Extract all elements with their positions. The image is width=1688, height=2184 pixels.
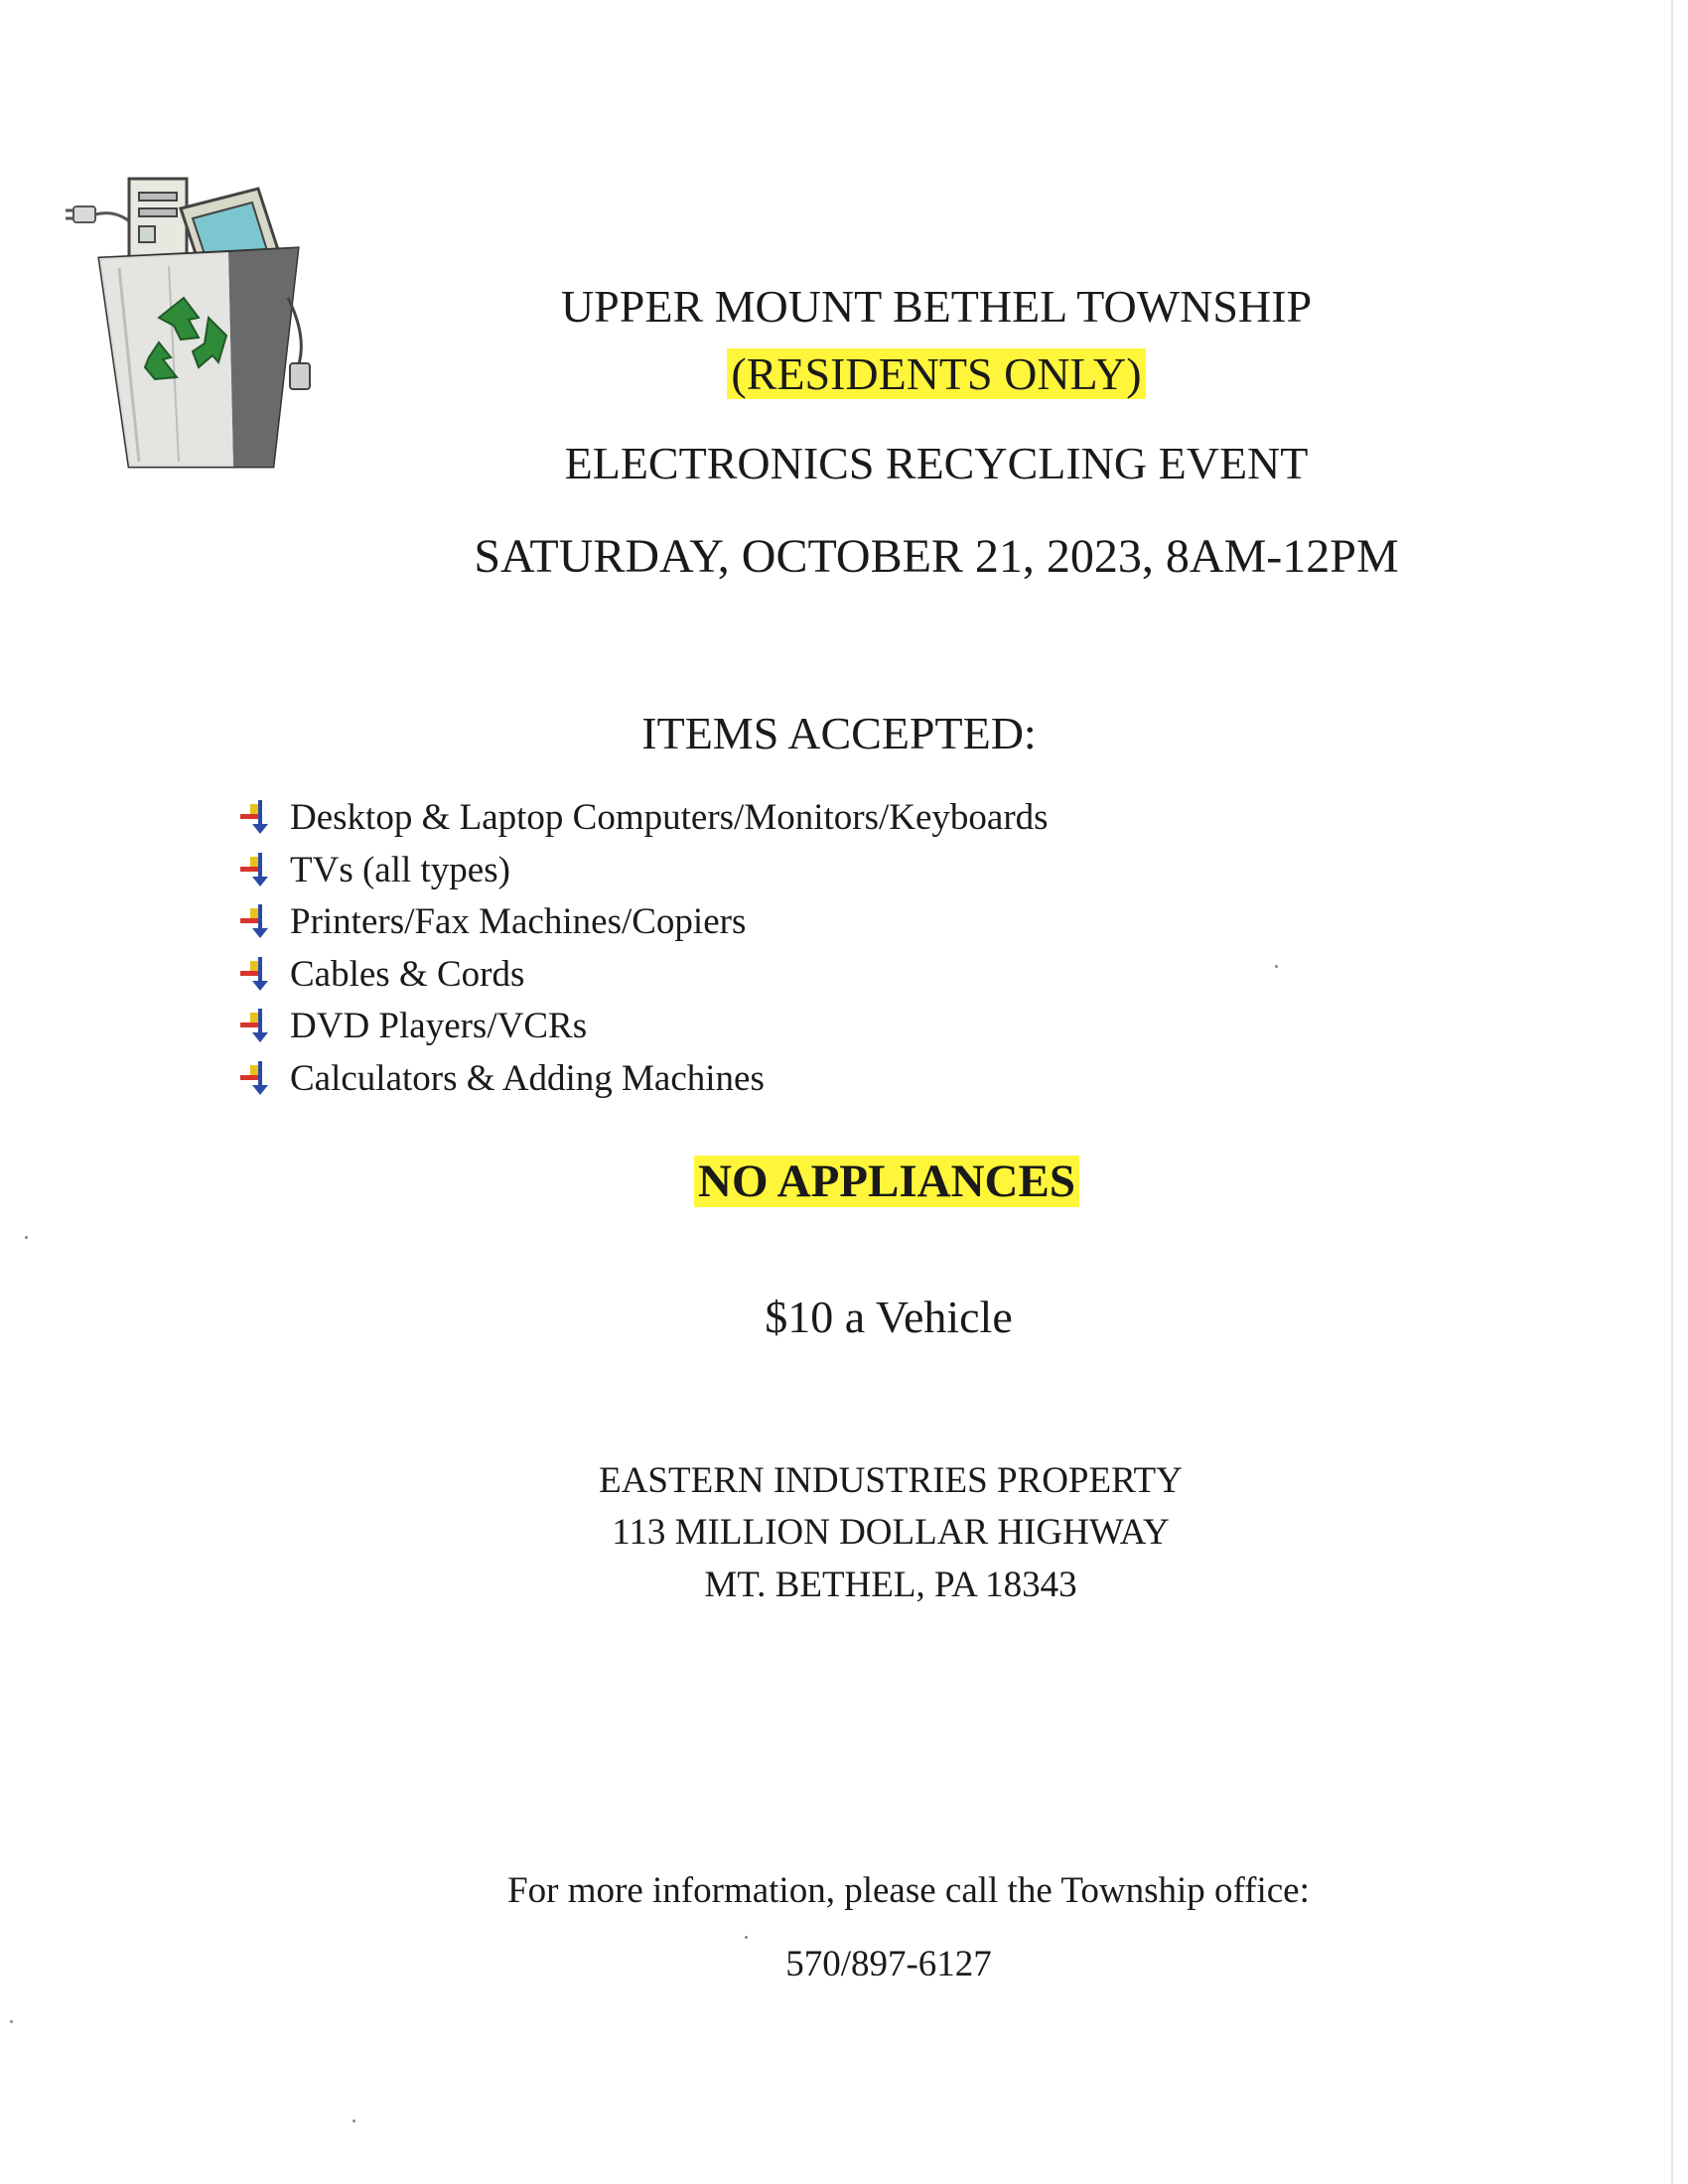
no-appliances-notice — [0, 1155, 1688, 1208]
scan-speck — [352, 2119, 355, 2122]
down-arrow-bullet-icon — [238, 902, 286, 942]
scan-speck — [745, 1936, 748, 1939]
items-accepted-list — [238, 792, 1049, 1105]
plug-icon — [66, 206, 137, 228]
event-date-time: SATURDAY, OCTOBER 21, 2023, 8AM-12PM — [474, 530, 1399, 583]
residents-only-highlight: (RESIDENTS ONLY) — [727, 348, 1145, 399]
township-title: UPPER MOUNT BETHEL TOWNSHIP — [560, 281, 1313, 332]
item-label: Printers/Fax Machines/Copiers — [290, 901, 747, 943]
items-accepted-heading: ITEMS ACCEPTED: — [641, 708, 1037, 758]
down-arrow-bullet-icon — [238, 798, 286, 838]
vehicle-price: $10 a Vehicle — [765, 1292, 1013, 1342]
location-city: MT. BETHEL, PA 18343 — [704, 1565, 1077, 1605]
contact-phone: 570/897-6127 — [785, 1944, 992, 1984]
no-appliances-highlight: NO APPLIANCES — [694, 1156, 1079, 1207]
scan-speck — [25, 1236, 28, 1239]
scan-speck — [10, 2020, 13, 2023]
item-label: Cables & Cords — [290, 953, 525, 995]
list-item — [238, 845, 1049, 897]
item-label: DVD Players/VCRs — [290, 1006, 588, 1047]
down-arrow-bullet-icon — [238, 955, 286, 995]
down-arrow-bullet-icon — [238, 851, 286, 890]
list-item — [238, 1053, 1049, 1106]
event-name: ELECTRONICS RECYCLING EVENT — [564, 438, 1309, 488]
down-arrow-bullet-icon — [238, 1007, 286, 1046]
list-item — [238, 949, 1049, 1002]
residents-only-note — [0, 347, 1688, 400]
location-name: EASTERN INDUSTRIES PROPERTY — [599, 1460, 1183, 1501]
location-street: 113 MILLION DOLLAR HIGHWAY — [612, 1512, 1170, 1553]
item-label: Calculators & Adding Machines — [290, 1057, 765, 1099]
contact-info-text: For more information, please call the Township office: — [507, 1870, 1310, 1911]
list-item — [238, 792, 1049, 845]
list-item — [238, 1001, 1049, 1053]
scan-speck — [1275, 965, 1278, 968]
list-item — [238, 896, 1049, 949]
item-label: Desktop & Laptop Computers/Monitors/Keyboards — [290, 797, 1049, 839]
down-arrow-bullet-icon — [238, 1059, 286, 1099]
item-label: TVs (all types) — [290, 849, 510, 890]
